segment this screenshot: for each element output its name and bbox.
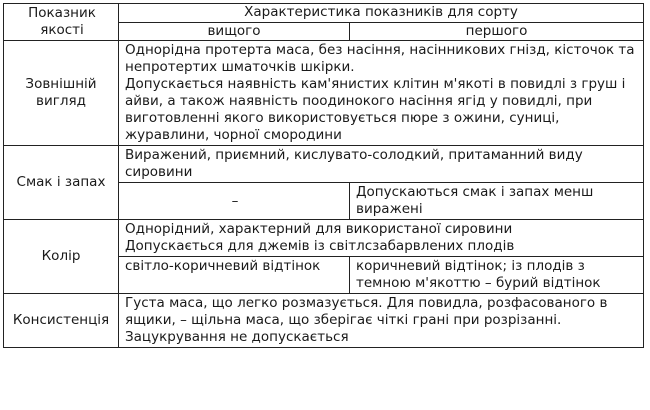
taste-name: Смак і запах	[4, 146, 119, 220]
appearance-text-2: Допускається наявність кам'янистих клітин м'якоті в повидлі з груш і айви, а також наявність поодинокого насіння ягід у повидлі, при виготовленні якого використовується пюре з ожини, суниці, журавлини, чорної смородини	[125, 76, 626, 143]
consistency-text-1: Густа маса, що легко розмазується. Для повидла, розфасованого в ящики, – щільна маса, що зберігає чіткі грані при розрізанні.	[125, 295, 608, 328]
header-grade-top: вищого	[119, 22, 350, 41]
consistency-name: Консистенція	[4, 294, 119, 348]
consistency-description	[119, 294, 644, 348]
color-top-grade: світло-коричневий відтінок	[119, 257, 350, 294]
row-consistency	[4, 294, 644, 348]
appearance-description	[119, 41, 644, 146]
taste-text-1: Виражений, приємний, кислувато-солодкий, притаманний виду сировини	[119, 146, 644, 183]
taste-first-grade: Допускаються смак і запах менш виражені	[350, 183, 644, 220]
row-color	[4, 220, 644, 257]
header-grade-first: першого	[350, 22, 644, 41]
color-name: Колір	[4, 220, 119, 294]
consistency-text-2: Зацукрування не допускається	[125, 329, 349, 345]
color-first-grade: коричневий відтінок; із плодів з темною м'якоттю – бурий відтінок	[350, 257, 644, 294]
quality-indicators-table	[3, 3, 644, 348]
color-text-1: Однорідний, характерний для використаної сировини	[125, 221, 513, 237]
appearance-text-1: Однорідна протерта маса, без насіння, насінникових гнізд, кісточок та непротертих шматочків шкірки.	[125, 42, 635, 75]
taste-top-grade: –	[119, 183, 350, 220]
row-taste	[4, 146, 644, 183]
color-text-2: Допускається для джемів із світлсзабарвлених плодів	[125, 238, 515, 254]
header-indicator: Показник якості	[4, 4, 119, 41]
header-characteristic: Характеристика показників для сорту	[119, 4, 644, 23]
row-appearance	[4, 41, 644, 146]
header-row	[4, 4, 644, 23]
color-description	[119, 220, 644, 257]
appearance-name: Зовнішній вигляд	[4, 41, 119, 146]
